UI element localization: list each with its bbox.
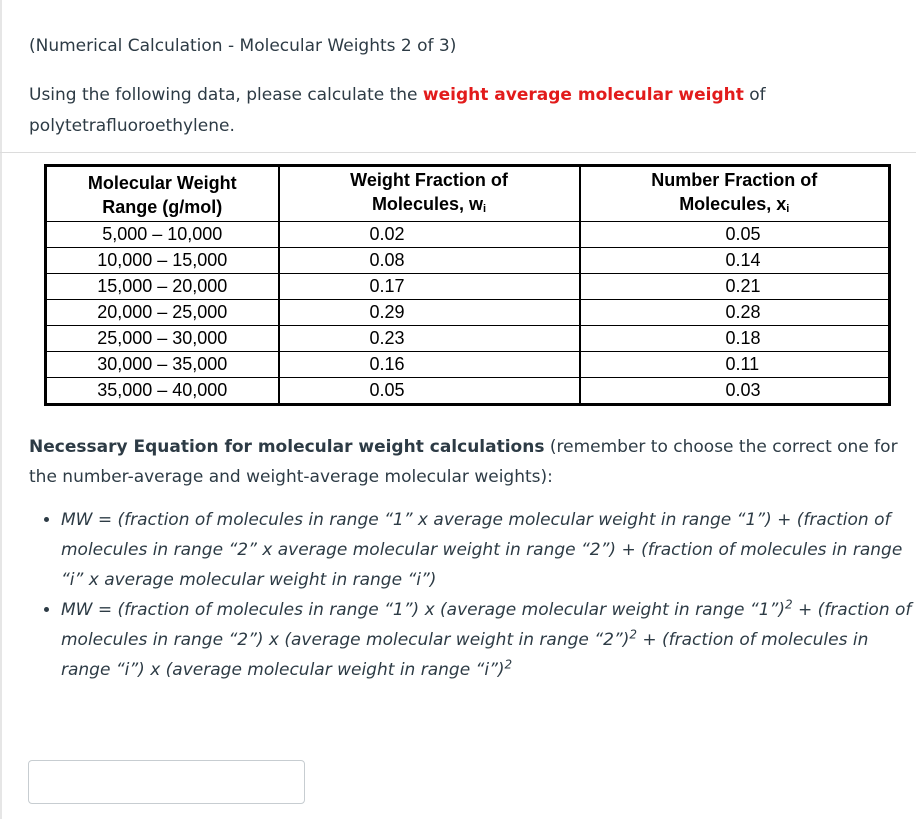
cell-number-fraction: 0.18 [580, 326, 890, 352]
equation-heading [29, 432, 904, 492]
cell-mw-range: 10,000 – 15,000 [46, 248, 279, 274]
table-row [46, 248, 890, 274]
equation-weight-average: • MW = (fraction of molecules in range “1”) x (average molecular weight in range “1”)$^2$ + (fraction of molecules in range “2”) x (average molecular weight in range “2”)$^2$ + (fraction of molecules in range “i”) x (average molecular weight in range “i”)$^2$ [61, 595, 916, 685]
equation-number-average: • MW = (fraction of molecules in range “1” x average molecular weight in range “1”) + (fraction of molecules in range “2” x average molecular weight in range “2”) + (fraction of molecules in range “i” x average molecular weight in range “i”) [61, 505, 916, 595]
cell-weight-fraction: 0.02 [279, 222, 580, 248]
cell-number-fraction: 0.21 [580, 274, 890, 300]
prompt-text-before: Using the following data, please calculate the [29, 85, 423, 105]
header-number-fraction: Number Fraction of Molecules, xi [580, 166, 890, 222]
cell-mw-range: 15,000 – 20,000 [46, 274, 279, 300]
left-border [0, 0, 2, 819]
table-header-row [46, 166, 890, 222]
cell-mw-range: 20,000 – 25,000 [46, 300, 279, 326]
prompt-highlight: weight average molecular weight [422, 85, 744, 105]
question-prompt [29, 80, 879, 142]
equation-heading-rest: (remember to choose the correct one for the number-average and weight-average molecular weights): [29, 437, 898, 487]
cell-number-fraction: 0.28 [580, 300, 890, 326]
header-weight-fraction: Weight Fraction of Molecules, wi [279, 166, 580, 222]
cell-weight-fraction: 0.29 [279, 300, 580, 326]
cell-weight-fraction: 0.08 [279, 248, 580, 274]
cell-weight-fraction: 0.17 [279, 274, 580, 300]
header-mw-range: Molecular Weight Range (g/mol) [46, 166, 279, 222]
cell-weight-fraction: 0.05 [279, 378, 580, 405]
cell-mw-range: 30,000 – 35,000 [46, 352, 279, 378]
table-row [46, 378, 890, 405]
prompt-text-after: of polytetrafluoroethylene. [29, 85, 766, 136]
cell-number-fraction: 0.11 [580, 352, 890, 378]
cell-number-fraction: 0.05 [580, 222, 890, 248]
molecular-weight-table [44, 164, 891, 406]
table-row [46, 222, 890, 248]
cell-weight-fraction: 0.23 [279, 326, 580, 352]
cell-mw-range: 25,000 – 30,000 [46, 326, 279, 352]
cell-mw-range: 35,000 – 40,000 [46, 378, 279, 405]
cell-weight-fraction: 0.16 [279, 352, 580, 378]
divider [0, 152, 916, 153]
cell-number-fraction: 0.03 [580, 378, 890, 405]
equation-heading-bold: Necessary Equation for molecular weight calculations [29, 437, 545, 457]
table-row [46, 300, 890, 326]
question-title: (Numerical Calculation - Molecular Weights 2 of 3) [29, 36, 457, 56]
cell-number-fraction: 0.14 [580, 248, 890, 274]
answer-input[interactable] [28, 760, 305, 804]
table-row [46, 352, 890, 378]
cell-mw-range: 5,000 – 10,000 [46, 222, 279, 248]
table-row [46, 326, 890, 352]
equation-list [30, 505, 916, 685]
table-row [46, 274, 890, 300]
